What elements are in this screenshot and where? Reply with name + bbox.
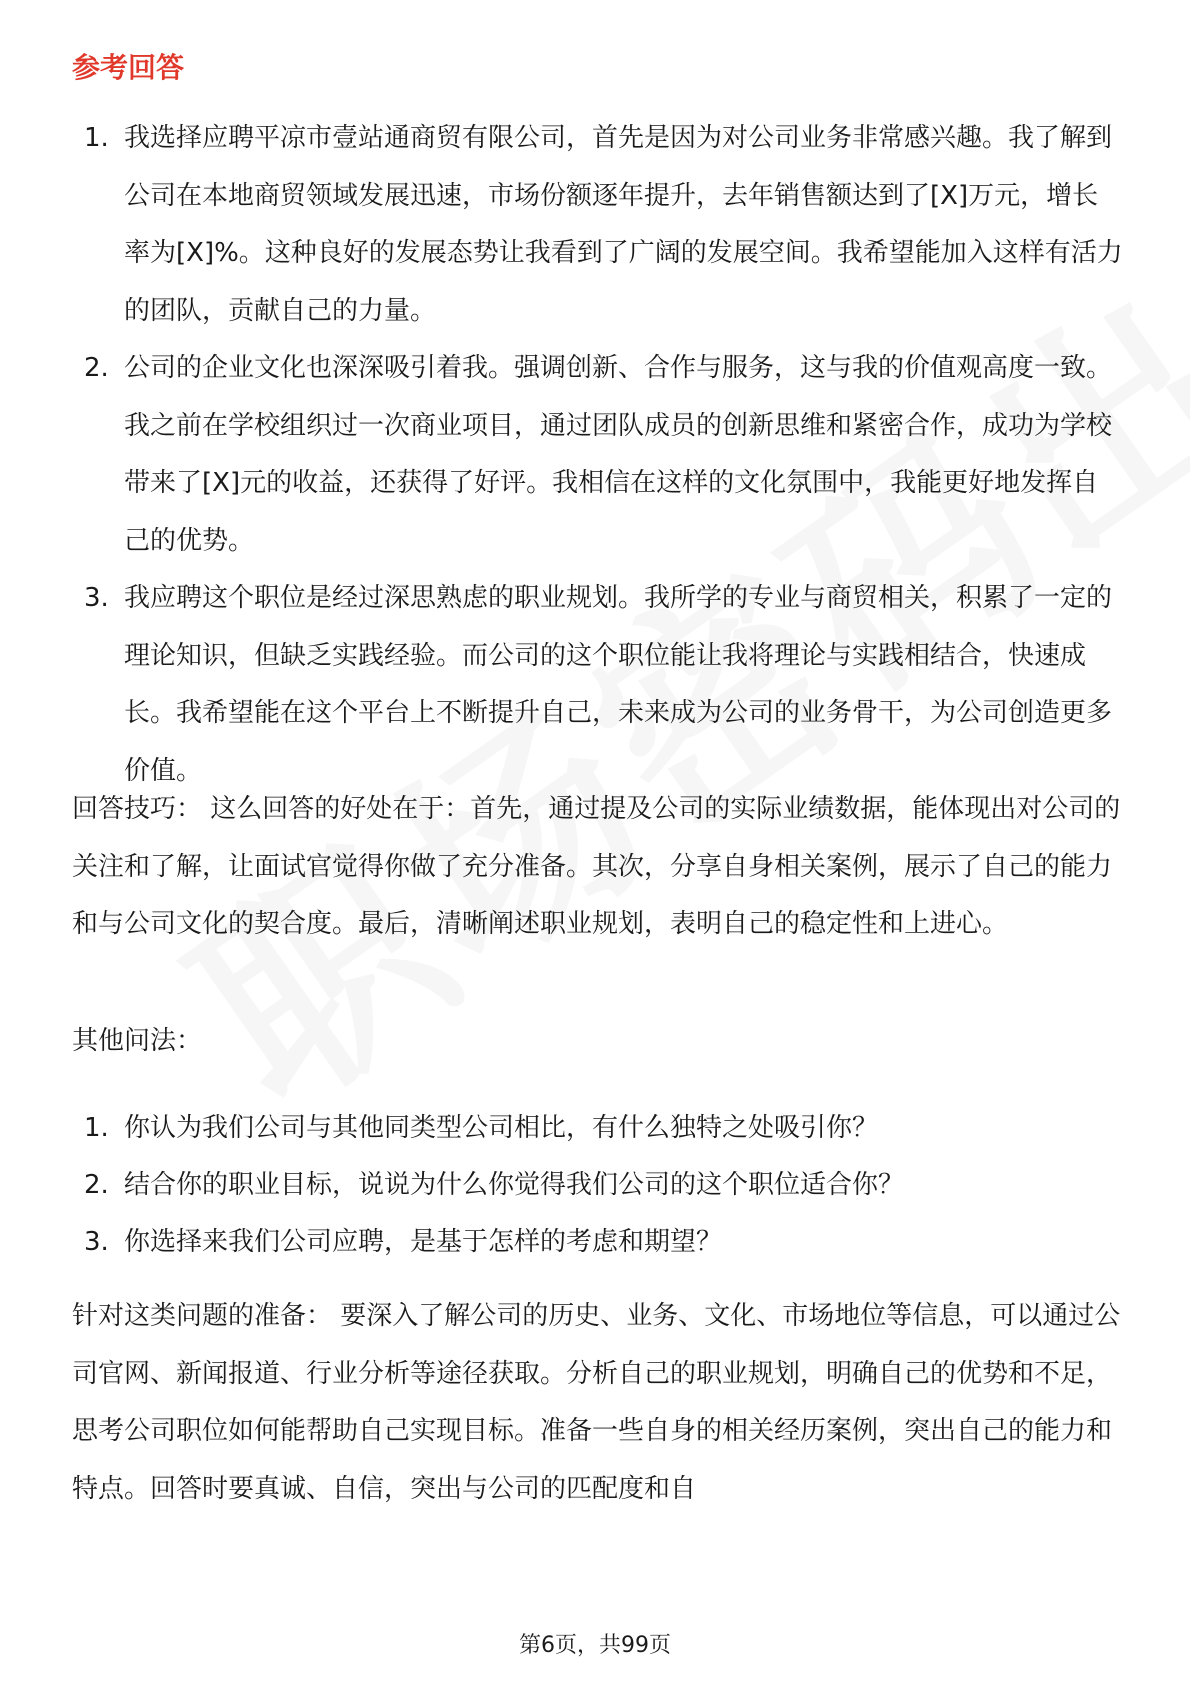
tips-paragraph: 回答技巧： 这么回答的好处在于：首先，通过提及公司的实际业绩数据，能体现出对公司的关注和了解，让面试官觉得你做了充分准备。其次，分享自身相关案例，展示了自己的能力和与公司文化的契合度。最后，清晰阐述职业规划，表明自己的稳定性和上进心。 [72,794,1121,939]
list-item-text: 公司的企业文化也深深吸引着我。强调创新、合作与服务，这与我的价值观高度一致。我之前在学校组织过一次商业项目，通过团队成员的创新思维和紧密合作，成功为学校带来了[X]元的收益，还获得了好评。我相信在这样的文化氛围中，我能更好地发挥自己的优势。 [124,353,1113,556]
list-item-text: 我选择应聘平凉市壹站通商贸有限公司，首先是因为对公司业务非常感兴趣。我了解到公司在本地商贸领域发展迅速，市场份额逐年提升，去年销售额达到了[X]万元，增长率为[X]%。这种良好的发展态势让我看到了广阔的发展空间。我希望能加入这样有活力的团队，贡献自己的力量。 [124,123,1123,326]
answer-title: 参考回答 [72,51,185,84]
list-item-text: 你选择来我们公司应聘，是基于怎样的考虑和期望？ [124,1227,723,1257]
list-number: 3. [84,1227,109,1257]
list-item-text: 结合你的职业目标，说说为什么你觉得我们公司的这个职位适合你？ [124,1170,905,1200]
answer-item [84,340,1124,570]
page-number: 第6页，共99页 [519,1633,671,1658]
other-question-item [84,1214,1124,1271]
list-item-text: 我应聘这个职位是经过深思熟虑的职业规划。我所学的专业与商贸相关，积累了一定的理论知识，但缺乏实践经验。而公司的这个职位能让我将理论与实践相结合，快速成长。我希望能在这个平台上不断提升自己，未来成为公司的业务骨干，为公司创造更多价值。 [124,583,1113,786]
list-number: 2. [84,353,109,383]
list-item-text: 你认为我们公司与其他同类型公司相比，有什么独特之处吸引你？ [124,1113,879,1143]
list-number: 2. [84,1170,109,1200]
list-number: 1. [84,123,109,153]
list-number: 1. [84,1113,109,1143]
other-question-item [84,1157,1124,1214]
answer-item [84,570,1124,800]
other-question-item [84,1100,1124,1157]
answer-item [84,110,1124,340]
other-questions-title: 其他问法： [72,1026,203,1056]
preparation-paragraph: 针对这类问题的准备： 要深入了解公司的历史、业务、文化、市场地位等信息，可以通过公司官网、新闻报道、行业分析等途径获取。分析自己的职业规划，明确自己的优势和不足，思考公司职位如何能帮助自己实现目标。准备一些自身的相关经历案例，突出自己的能力和特点。回答时要真诚、自信，突出与公司的匹配度和自 [72,1301,1121,1504]
answer-list [84,110,1124,800]
other-questions-list [84,1100,1124,1271]
list-number: 3. [84,583,109,613]
